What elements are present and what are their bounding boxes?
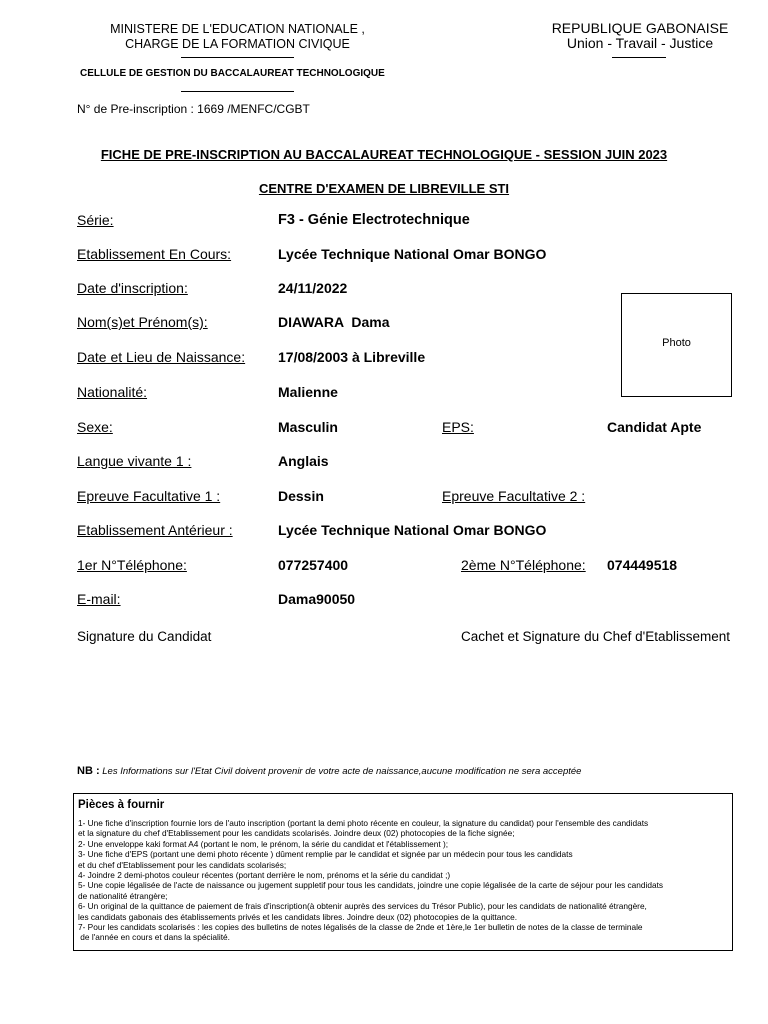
sexe-label: Sexe: <box>77 419 113 435</box>
cellule-divider <box>181 91 294 92</box>
list-item: les candidats gabonais des établissements privés et les candidats libres. Joindre deux (02) photocopies de la quittance. <box>78 911 518 922</box>
etablissement-label: Etablissement En Cours: <box>77 246 232 262</box>
list-item: 3- Une fiche d'EPS (portant une demi photo récente ) dûment remplie par le candidat et signée par un médecin pour tous les candidats <box>78 849 573 860</box>
republic-name: REPUBLIQUE GABONAISE <box>551 20 729 36</box>
nb-note <box>77 765 581 777</box>
preinscription-number: N° de Pre-inscription : 1669 /MENFC/CGBT <box>77 102 310 116</box>
list-item: 4- Joindre 2 demi-photos couleur récentes (portant derrière le nom, prénoms et la série du candidat ;) <box>78 870 451 881</box>
sexe-value: Masculin <box>278 419 338 435</box>
tel2-label: 2ème N°Téléphone: <box>461 557 586 573</box>
pieces-title: Pièces à fournir <box>78 799 165 811</box>
langue-label: Langue vivante 1 : <box>77 453 192 469</box>
ministry-name: MINISTERE DE L'EDUCATION NATIONALE , <box>110 22 365 36</box>
nationalite-label: Nationalité: <box>77 384 148 400</box>
eps-label: EPS: <box>442 419 474 435</box>
exam-center: CENTRE D'EXAMEN DE LIBREVILLE STI <box>258 181 510 196</box>
pieces-box <box>73 793 733 951</box>
list-item: 7- Pour les candidats scolarisés : les copies des bulletins de notes légalisés de la classe de 2nde et 1ère,le 1er bulletin de notes de la classe de terminale <box>78 922 643 933</box>
nom-value: DIAWARA Dama <box>278 314 390 330</box>
nb-text: Les Informations sur l'Etat Civil doivent provenir de votre acte de naissance,aucune modification ne sera acceptée <box>102 766 582 777</box>
etablissement-value: Lycée Technique National Omar BONGO <box>278 246 547 262</box>
list-item: 6- Un original de la quittance de paiement de frais d'inscription(à obtenir auprès des services du Trésor Public), pour les candidats de nationalité étrangère, <box>78 901 647 912</box>
list-item: de l'année en cours et dans la spécialité. <box>78 932 230 943</box>
list-item: 1- Une fiche d'inscription fournie lors de l'auto inscription (portant la demi photo récente en couleur, la signature du candidat) pour l'ensemble des candidats <box>78 818 649 828</box>
list-item: et la signature du chef d'Etablissement pour les candidats scolarisés. Joindre deux (02) photocopies de la fiche signée; <box>78 828 515 839</box>
republic-divider <box>612 57 666 58</box>
tel1-value: 077257400 <box>278 557 349 573</box>
facultative1-label: Epreuve Facultative 1 : <box>77 488 221 504</box>
cellule-name: CELLULE DE GESTION DU BACCALAUREAT TECHNOLOGIQUE <box>80 68 385 79</box>
photo-label: Photo <box>662 337 691 349</box>
langue-value: Anglais <box>278 453 329 469</box>
anterieur-value: Lycée Technique National Omar BONGO <box>278 522 547 538</box>
ministry-subtitle: CHARGE DE LA FORMATION CIVIQUE <box>125 37 350 51</box>
serie-label: Série: <box>77 212 114 228</box>
tel1-label: 1er N°Téléphone: <box>77 557 187 573</box>
facultative2-label: Epreuve Facultative 2 : <box>442 488 586 504</box>
nb-prefix: NB : <box>77 765 100 777</box>
naissance-label: Date et Lieu de Naissance: <box>77 349 246 365</box>
republic-header <box>545 21 735 51</box>
header-divider <box>181 57 294 58</box>
list-item: 2- Une enveloppe kaki format A4 (portant le nom, le prénom, la série du candidat et l'établissement ); <box>78 838 449 849</box>
serie-value: F3 - Génie Electrotechnique <box>278 212 470 228</box>
date-inscription-value: 24/11/2022 <box>278 280 348 296</box>
tel2-value: 074449518 <box>607 557 678 573</box>
signature-chef: Cachet et Signature du Chef d'Etablissement <box>461 629 730 644</box>
nom-label: Nom(s)et Prénom(s): <box>77 314 208 330</box>
date-inscription-label: Date d'inscription: <box>77 280 188 296</box>
photo-box <box>621 293 732 397</box>
list-item: 5- Une copie légalisée de l'acte de naissance ou jugement suppletif pour tous les candidats, joindre une copie légalisée de la carte de séjour pour les candidats <box>78 880 664 891</box>
anterieur-label: Etablissement Antérieur : <box>77 522 233 538</box>
form-title: FICHE DE PRE-INSCRIPTION AU BACCALAUREAT TECHNOLOGIQUE - SESSION JUIN 2023 <box>100 147 668 162</box>
signature-candidat: Signature du Candidat <box>77 629 212 644</box>
pieces-list <box>78 818 663 943</box>
list-item: de nationalité étrangère; <box>78 890 168 901</box>
email-label: E-mail: <box>77 591 121 607</box>
naissance-value: 17/08/2003 à Libreville <box>278 349 426 365</box>
republic-motto: Union - Travail - Justice <box>566 35 714 51</box>
facultative1-value: Dessin <box>278 488 324 504</box>
email-value: Dama90050 <box>278 591 356 607</box>
nationalite-value: Malienne <box>278 384 338 400</box>
eps-value: Candidat Apte <box>607 419 702 435</box>
ministry-header <box>60 22 415 52</box>
list-item: et du chef d'Etablissement pour les candidats scolarisés; <box>78 859 287 870</box>
